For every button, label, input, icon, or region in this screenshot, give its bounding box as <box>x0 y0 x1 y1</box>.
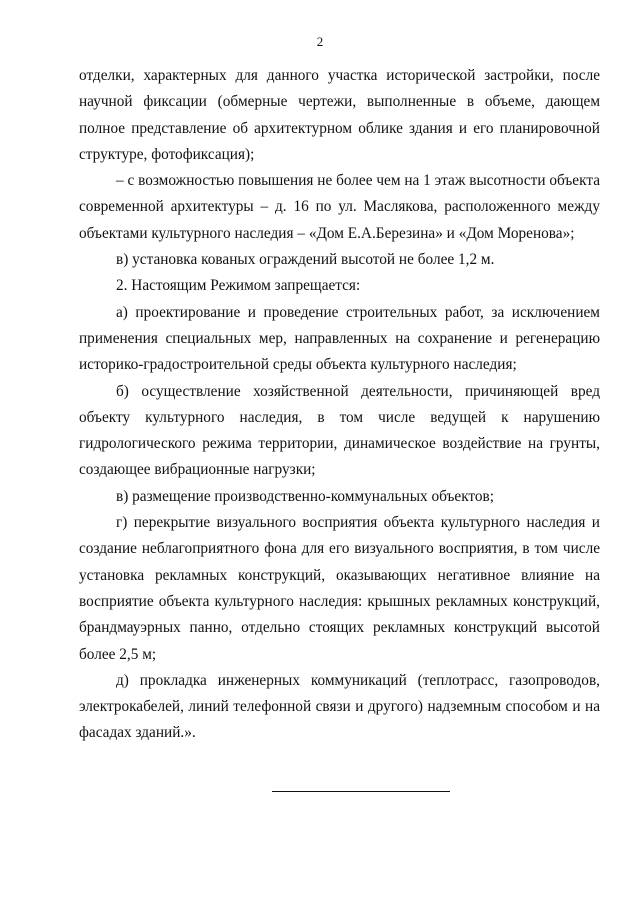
paragraph-item-g: г) перекрытие визуального восприятия объекта культурного наследия и создание неблагоприятного фона для его визуального восприятия, в том числе установка рекламных конструкций, оказывающих негативное влияние на восприятие объекта культурного наследия: крышных рекламных конструкций, брандмауэрных панно, отдельно стоящих рекламных конструкций высотой более 2,5 м; <box>79 514 600 663</box>
paragraph-item-a: а) проектирование и проведение строительных работ, за исключением применения специальных мер, направленных на сохранение и регенерацию историко-градостроительной среды объекта культурного наследия; <box>79 303 600 374</box>
paragraph-section-2-heading: 2. Настоящим Режимом запрещается: <box>116 277 361 295</box>
page-number: 2 <box>316 34 324 49</box>
paragraph-item-v: в) размещение производственно-коммунальных объектов; <box>116 487 495 505</box>
paragraph-item-b: б) осуществление хозяйственной деятельности, причиняющей вред объекту культурного наследия, в том числе ведущей к нарушению гидрологического режима территории, динамическое воздействие на грунты, создающее вибрационные нагрузки; <box>79 382 600 479</box>
document-body <box>79 63 600 747</box>
paragraph-item-v-fences: в) установка кованых ограждений высотой не более 1,2 м. <box>116 251 495 269</box>
paragraph-item-d: д) прокладка инженерных коммуникаций (теплотрасс, газопроводов, электрокабелей, линий телефонной связи и другого) надземным способом и на фасадах зданий.». <box>79 671 600 742</box>
closing-separator-line <box>272 791 450 792</box>
paragraph-height-increase: – с возможностью повышения не более чем на 1 этаж высотности объекта современной архитектуры – д. 16 по ул. Маслякова, расположенного между объектами культурного наследия – «Дом Е.А.Березина» и «Дом Моренова»; <box>79 172 600 242</box>
paragraph-continuation: отделки, характерных для данного участка исторической застройки, после научной фиксации (обмерные чертежи, выполненные в объеме, дающем полное представление об архитектурном облике здания и его планировочной структуре, фотофиксация); <box>79 67 600 163</box>
